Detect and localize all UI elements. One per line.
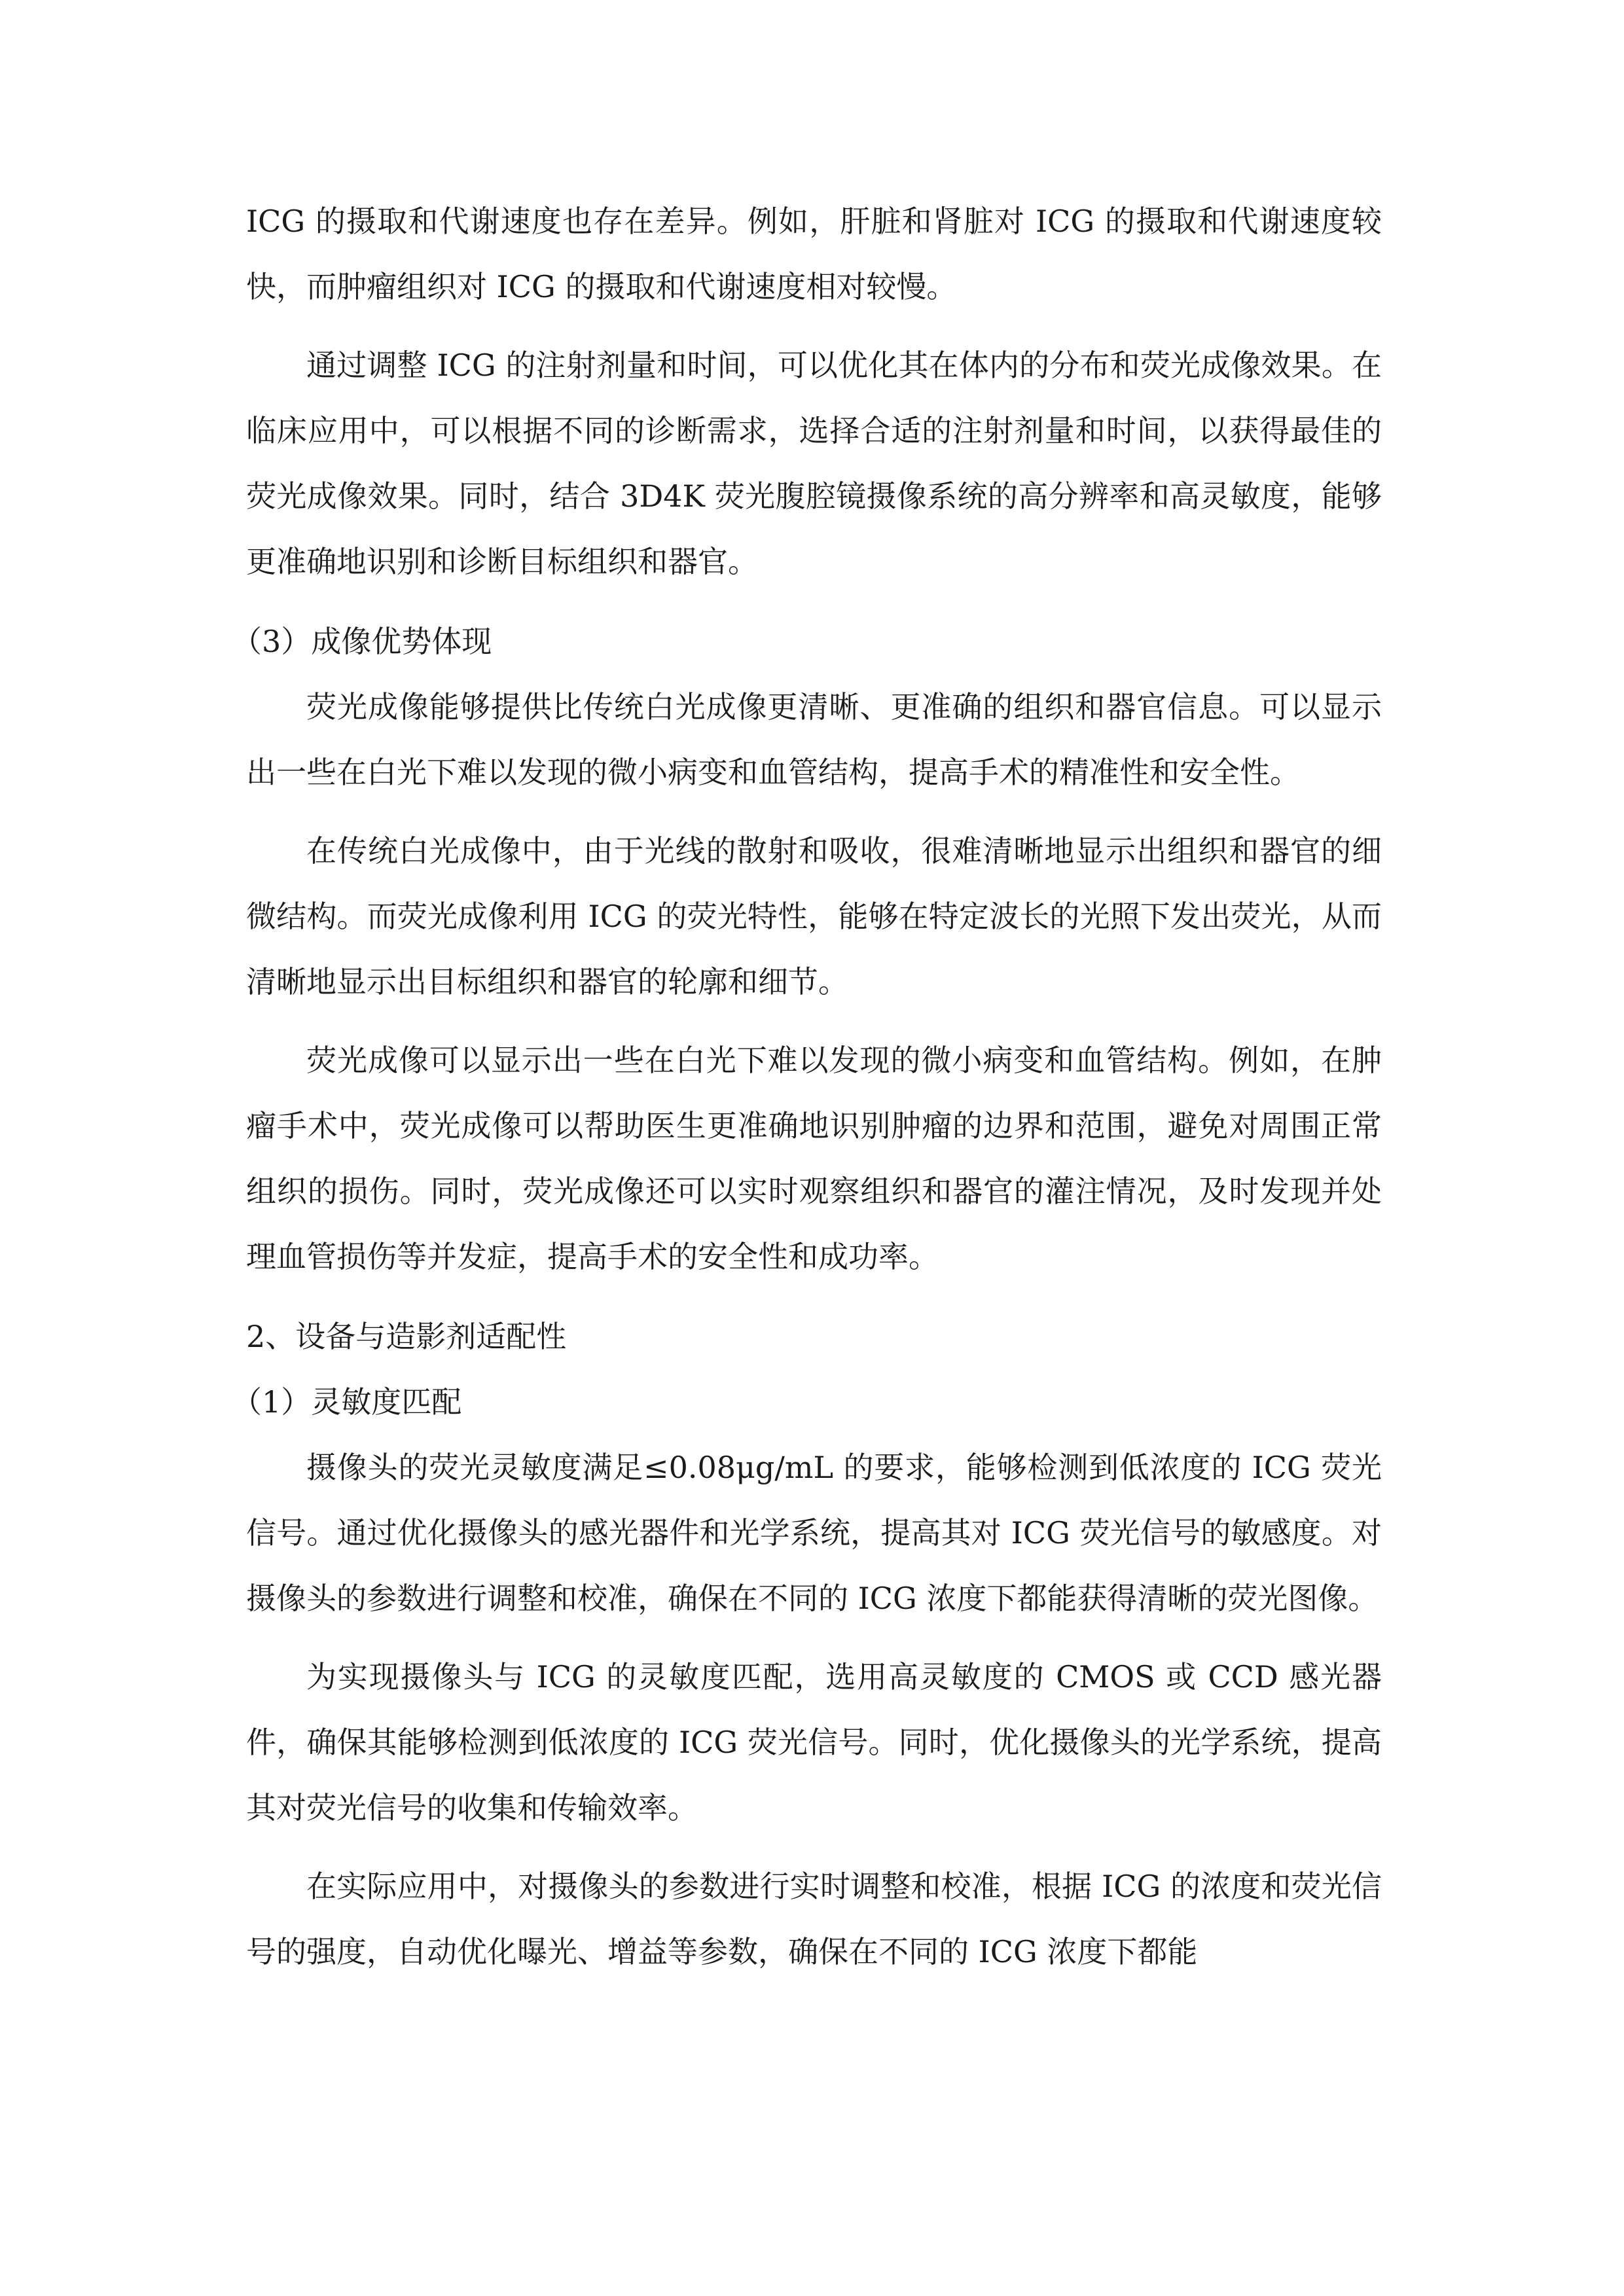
paragraph-lesion-detection: 荧光成像可以显示出一些在白光下难以发现的微小病变和血管结构。例如，在肿瘤手术中，荧光成像可以帮助医生更准确地识别肿瘤的边界和范围，避免对周围正常组织的损伤。同时，荧光成像还可以实时观察组织和器官的灌注情况，及时发现并处理血管损伤等并发症，提高手术的安全性和成功率。 bbox=[246, 1043, 1382, 1274]
paragraph-icg-dose-adjustment: 通过调整 ICG 的注射剂量和时间，可以优化其在体内的分布和荧光成像效果。在临床应用中，可以根据不同的诊断需求，选择合适的注射剂量和时间，以获得最佳的荧光成像效果。同时，结合 3D4K 荧光腹腔镜摄像系统的高分辨率和高灵敏度，能够更准确地识别和诊断目标组织和器官。 bbox=[246, 348, 1382, 579]
paragraph-white-light-comparison: 在传统白光成像中，由于光线的散射和吸收，很难清晰地显示出组织和器官的细微结构。而荧光成像利用 ICG 的荧光特性，能够在特定波长的光照下发出荧光，从而清晰地显示出目标组织和器官的轮廓和细节。 bbox=[246, 833, 1382, 999]
paragraph-sensor-selection: 为实现摄像头与 ICG 的灵敏度匹配，选用高灵敏度的 CMOS 或 CCD 感光器件，确保其能够检测到低浓度的 ICG 荧光信号。同时，优化摄像头的光学系统，提高其对荧光信号的收集和传输效率。 bbox=[246, 1659, 1382, 1825]
paragraph-camera-sensitivity: 摄像头的荧光灵敏度满足≤0.08μg/mL 的要求，能够检测到低浓度的 ICG 荧光信号。通过优化摄像头的感光器件和光学系统，提高其对 ICG 荧光信号的敏感度。对摄像头的参数进行调整和校准，确保在不同的 ICG 浓度下都能获得清晰的荧光图像。 bbox=[246, 1450, 1382, 1616]
paragraph-realtime-calibration: 在实际应用中，对摄像头的参数进行实时调整和校准，根据 ICG 的浓度和荧光信号的强度，自动优化曝光、增益等参数，确保在不同的 ICG 浓度下都能 bbox=[246, 1869, 1382, 1969]
page-body bbox=[232, 188, 1382, 1984]
section-heading-imaging-advantages: （3）成像优势体现 bbox=[232, 624, 492, 659]
section-heading-sensitivity-matching: （1）灵敏度匹配 bbox=[232, 1384, 462, 1420]
paragraph-icg-uptake-continued: ICG 的摄取和代谢速度也存在差异。例如，肝脏和肾脏对 ICG 的摄取和代谢速度较快，而肿瘤组织对 ICG 的摄取和代谢速度相对较慢。 bbox=[246, 204, 1382, 304]
section-heading-device-compatibility: 2、设备与造影剂适配性 bbox=[246, 1319, 567, 1354]
paragraph-fluorescence-clarity: 荧光成像能够提供比传统白光成像更清晰、更准确的组织和器官信息。可以显示出一些在白光下难以发现的微小病变和血管结构，提高手术的精准性和安全性。 bbox=[246, 689, 1382, 790]
